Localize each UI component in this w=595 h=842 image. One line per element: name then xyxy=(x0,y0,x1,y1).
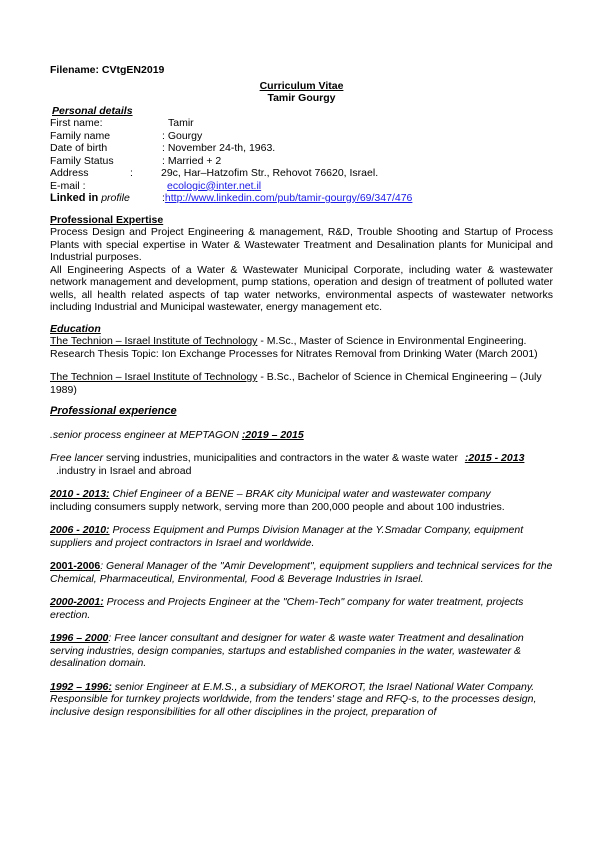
linkedin-label xyxy=(50,192,162,205)
education-2-institution: The Technion – Israel Institute of Technology xyxy=(50,371,258,383)
education-1-institution: The Technion – Israel Institute of Technology xyxy=(50,335,258,347)
education-heading: Education xyxy=(50,322,101,335)
education-item-2 xyxy=(50,371,553,396)
experience-7-text: : Free lancer consultant and designer for water & waste water Treatment and desalination serving industries, design companies, startups and established companies in the water, wastewater & desalination domain. xyxy=(50,632,524,669)
first-name-label: First name: xyxy=(50,117,103,129)
status-label: Family Status xyxy=(50,154,114,167)
linkedin-colon: : xyxy=(162,192,165,204)
experience-2-lead: Free lancer xyxy=(50,452,104,464)
experience-item-3 xyxy=(50,488,553,501)
address-value: 29c, Har–Hatzofim Str., Rehovot 76620, Israel. xyxy=(161,167,379,179)
experience-3-line2b: , serving more than 200,000 people and about 100 industries. xyxy=(218,500,505,513)
linkedin-label-bold: Linked in xyxy=(50,192,99,204)
linkedin-label-italic: profile xyxy=(101,192,130,204)
experience-2-text: serving industries, municipalities and contractors in the water & waste water xyxy=(103,452,461,464)
experience-1-text: .senior process engineer at MEPTAGON xyxy=(50,428,242,441)
experience-item-5 xyxy=(50,560,553,585)
experience-8-years: 1992 – 1996: xyxy=(50,680,112,693)
status-value: : Married + 2 xyxy=(162,154,222,167)
experience-7-years: 1996 – 2000 xyxy=(50,632,109,644)
email-row xyxy=(50,180,553,193)
education-2-degree: - B.Sc., Bachelor of Science in Chemical Engineering – (July 1989) xyxy=(50,371,542,396)
family-name-value: : Gourgy xyxy=(162,129,203,142)
education-1-thesis: Research Thesis Topic: Ion Exchange Processes for Nitrates Removal from Drinking Water (March 2001) xyxy=(50,347,538,360)
experience-item-7 xyxy=(50,632,553,670)
address-row xyxy=(50,167,553,180)
experience-item-2 xyxy=(50,452,553,465)
expertise-paragraph-2: All Engineering Aspects of a Water & Wastewater Municipal Corporate, including water & wastewater network management and development, pump stations, operation and design of treatment of polluted water wells, all health related aspects of tap water networks, environmental aspects of wastewater networks including Industrial and Municipal wastewater, energy management etc. xyxy=(50,263,553,313)
experience-2-years: :2015 - 2013 xyxy=(464,452,525,464)
experience-3-years: 2010 - 2013: xyxy=(50,488,110,500)
email-label: E-mail : xyxy=(50,179,86,192)
dob-row xyxy=(50,142,553,155)
experience-3-line2 xyxy=(50,501,553,514)
experience-2-line2: .industry in Israel and abroad xyxy=(56,464,192,477)
address-label: Address xyxy=(50,167,89,179)
experience-4-text: Process Equipment and Pumps Division Manager at the Y.Smadar Company, equipment suppliers and project contractors in Israel and worldwide. xyxy=(50,524,524,549)
education-item-1 xyxy=(50,335,553,348)
doc-title: Curriculum Vitae xyxy=(259,79,344,92)
expertise-paragraph-1: Process Design and Project Engineering & management, R&D, Trouble Shooting and Startup of Process Plants with special expertise in Water & Wastewater Treatment and Desalination plants for Municipal and Industrial purposes. xyxy=(50,226,553,263)
experience-4-years: 2006 - 2010: xyxy=(50,524,110,536)
experience-5-years: 2001-2006 xyxy=(50,560,101,572)
family-name-row xyxy=(50,130,553,143)
experience-8-text: senior Engineer at E.M.S., a subsidiary of MEKOROT, the Israel National Water Company. Responsible for turnkey projects worldwide, from the tenders' stage and RFQ-s, to the processes design, inclusive design responsibilities for all other disciplines in the project, preparation of xyxy=(50,680,537,718)
dob-value: : November 24-th, 1963. xyxy=(162,142,276,154)
experience-3-line2a: including consumers supply network xyxy=(50,500,219,513)
experience-1-years: :2019 – 2015 xyxy=(241,428,304,441)
person-name: Tamir Gourgy xyxy=(267,92,336,104)
dob-label: Date of birth xyxy=(50,142,108,154)
linkedin-row xyxy=(50,192,553,205)
experience-heading: Professional experience xyxy=(50,405,177,417)
personal-heading: Personal details xyxy=(52,104,133,117)
first-name-row xyxy=(50,117,553,130)
education-1-degree: - M.Sc., Master of Science in Environmental Engineering. xyxy=(257,335,527,347)
experience-5-text: : General Manager of the "Amir Development", equipment suppliers and technical services for the Chemical, Pharmaceutical, Environmental, Food & Beverage Industries in Israel. xyxy=(50,560,553,585)
experience-item-8 xyxy=(50,681,553,719)
cv-page xyxy=(50,64,553,718)
experience-item-1 xyxy=(50,429,553,442)
experience-3-text: Chief Engineer of a BENE – BRAK city Municipal water and wastewater company xyxy=(109,488,491,500)
email-link[interactable]: ecologic@inter.net.il xyxy=(167,179,262,192)
filename-line: Filename: CVtgEN2019 xyxy=(50,64,165,76)
experience-item-4 xyxy=(50,524,553,549)
experience-6-text: Process and Projects Engineer at the "Chem-Tech" company for water treatment, projects erection. xyxy=(50,596,524,621)
address-colon: : xyxy=(130,167,133,179)
experience-6-years: 2000-2001: xyxy=(50,596,104,608)
experience-item-6 xyxy=(50,596,553,621)
expertise-heading: Professional Expertise xyxy=(50,213,164,226)
linkedin-link[interactable]: http://www.linkedin.com/pub/tamir-gourgy/69/347/476 xyxy=(164,192,413,204)
family-name-label: Family name xyxy=(50,129,111,142)
first-name-value: Tamir xyxy=(168,117,194,129)
status-row xyxy=(50,155,553,168)
